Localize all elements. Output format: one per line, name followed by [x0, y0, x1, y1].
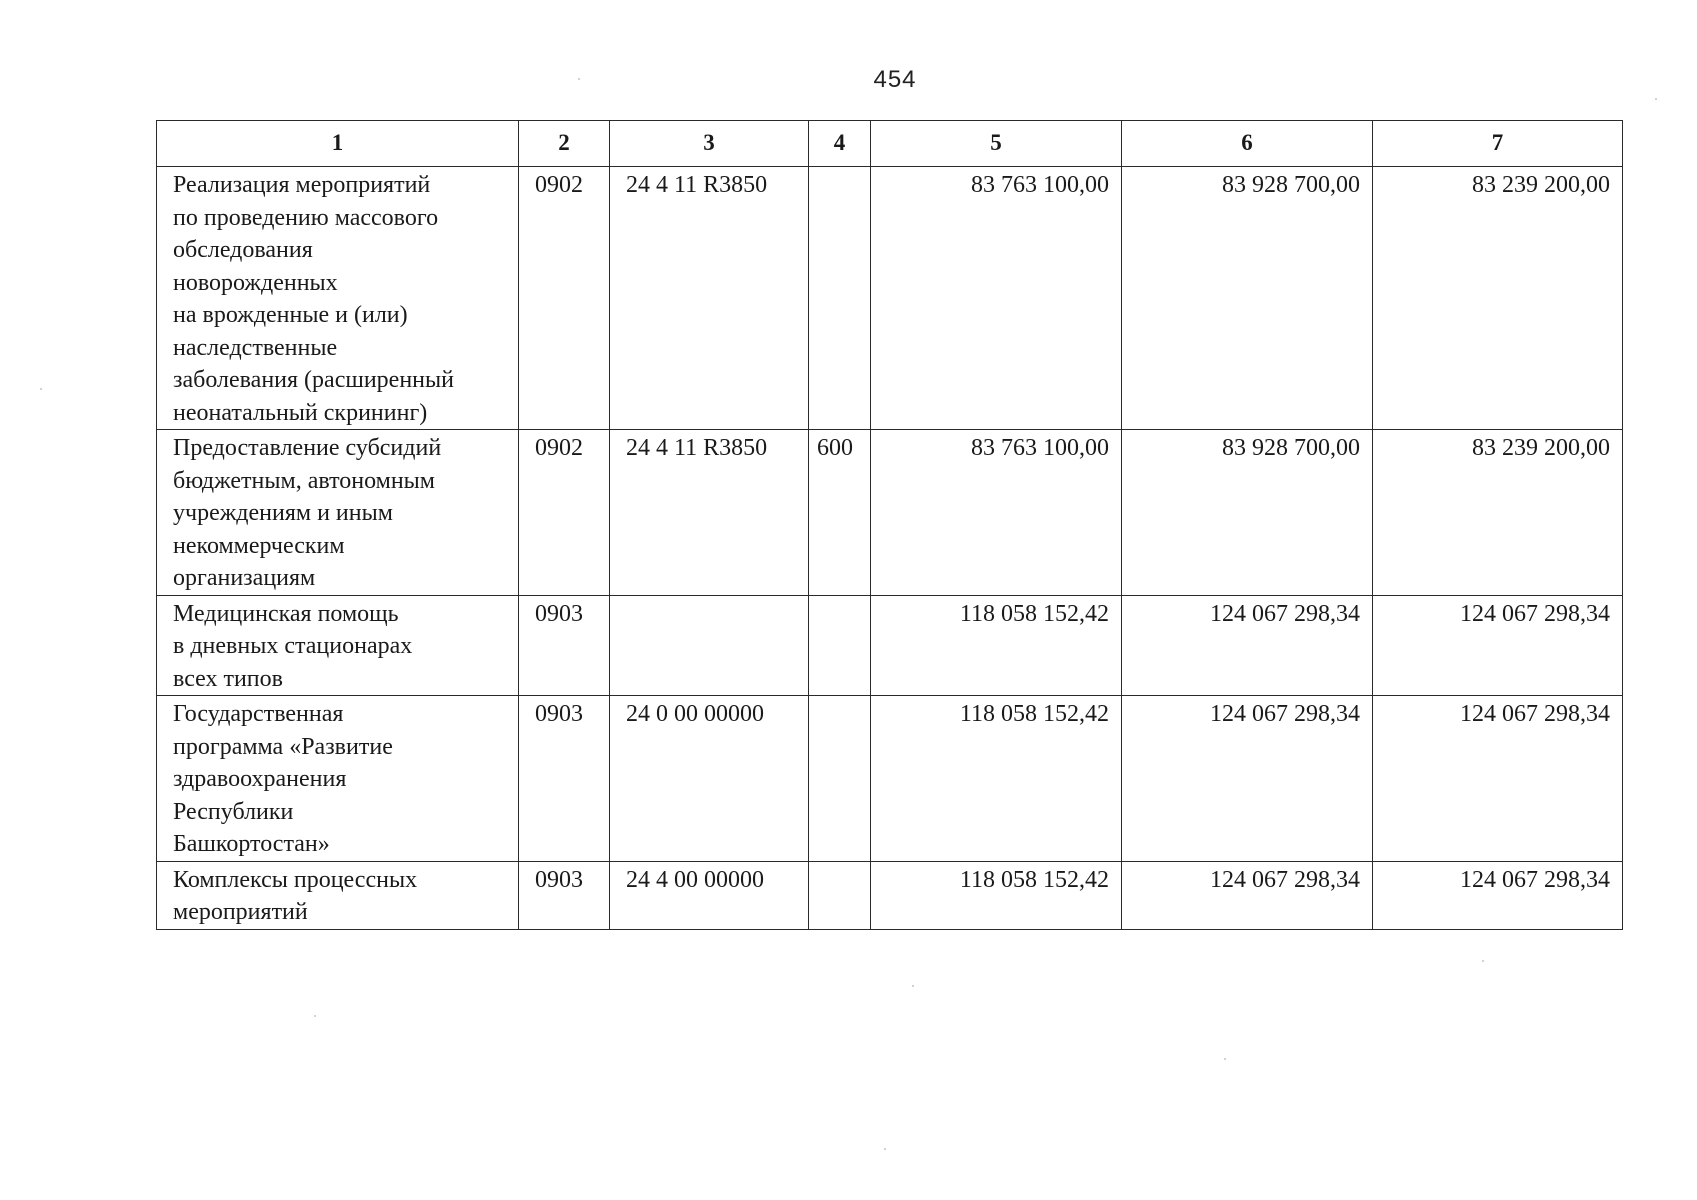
row-expense-type: 600: [809, 430, 871, 596]
row-target-code: 24 4 11 R3850: [610, 167, 809, 430]
row-expense-type: [809, 167, 871, 430]
header-row: [157, 121, 1623, 167]
scan-speck: [578, 78, 580, 80]
row-name-text: Реализация мероприятий по проведению массового обследования новорожденных на врожденные и (или) наследственные заболевания (расширенный неонатальный скрининг): [173, 172, 454, 426]
scan-speck: [1655, 98, 1657, 100]
row-amount-col6: 124 067 298,34: [1122, 595, 1373, 696]
budget-table: [156, 120, 1623, 930]
header-col-3: 3: [610, 121, 809, 167]
row-name: [157, 696, 519, 862]
scan-speck: [314, 1015, 316, 1017]
table-row: [157, 430, 1623, 596]
row-amount-col7: 124 067 298,34: [1373, 861, 1623, 929]
scan-speck: [884, 1148, 886, 1150]
row-target-code: 24 0 00 00000: [610, 696, 809, 862]
table-header: [157, 121, 1623, 167]
row-target-code: 24 4 11 R3850: [610, 430, 809, 596]
scan-speck: [1482, 960, 1484, 962]
row-name-text: Предоставление субсидий бюджетным, автономным учреждениям и иным некоммерческим организациям: [173, 435, 442, 591]
row-expense-type: [809, 595, 871, 696]
header-col-4: 4: [809, 121, 871, 167]
row-amount-col5: 83 763 100,00: [871, 430, 1122, 596]
row-amount-col6: 124 067 298,34: [1122, 861, 1373, 929]
row-target-code: 24 4 00 00000: [610, 861, 809, 929]
row-name-text: Медицинская помощь в дневных стационарах всех типов: [173, 600, 413, 692]
table-row: [157, 861, 1623, 929]
row-name: [157, 430, 519, 596]
row-amount-col5: 118 058 152,42: [871, 696, 1122, 862]
row-name-text: Комплексы процессных мероприятий: [173, 866, 418, 925]
row-name-text: Государственная программа «Развитие здравоохранения Республики Башкортостан»: [173, 701, 393, 857]
row-name: [157, 595, 519, 696]
header-col-2: 2: [519, 121, 610, 167]
row-amount-col7: 124 067 298,34: [1373, 696, 1623, 862]
row-section-code: 0902: [519, 167, 610, 430]
table-row: [157, 167, 1623, 430]
row-amount-col5: 118 058 152,42: [871, 595, 1122, 696]
scan-speck: [912, 985, 914, 987]
header-col-5: 5: [871, 121, 1122, 167]
page-number: 454: [873, 66, 917, 93]
row-amount-col5: 118 058 152,42: [871, 861, 1122, 929]
scan-speck: [1224, 1058, 1226, 1060]
row-section-code: 0903: [519, 595, 610, 696]
row-amount-col7: 83 239 200,00: [1373, 430, 1623, 596]
row-name: [157, 861, 519, 929]
row-amount-col6: 83 928 700,00: [1122, 430, 1373, 596]
row-expense-type: [809, 861, 871, 929]
row-amount-col5: 83 763 100,00: [871, 167, 1122, 430]
scan-speck: [40, 388, 42, 390]
header-col-7: 7: [1373, 121, 1623, 167]
row-amount-col7: 83 239 200,00: [1373, 167, 1623, 430]
row-amount-col6: 83 928 700,00: [1122, 167, 1373, 430]
row-name: [157, 167, 519, 430]
row-amount-col7: 124 067 298,34: [1373, 595, 1623, 696]
row-section-code: 0903: [519, 696, 610, 862]
budget-table-container: [156, 120, 1622, 930]
row-target-code: [610, 595, 809, 696]
header-col-6: 6: [1122, 121, 1373, 167]
row-expense-type: [809, 696, 871, 862]
table-row: [157, 595, 1623, 696]
row-section-code: 0903: [519, 861, 610, 929]
row-section-code: 0902: [519, 430, 610, 596]
table-row: [157, 696, 1623, 862]
table-body: [157, 167, 1623, 930]
row-amount-col6: 124 067 298,34: [1122, 696, 1373, 862]
header-col-1: 1: [157, 121, 519, 167]
